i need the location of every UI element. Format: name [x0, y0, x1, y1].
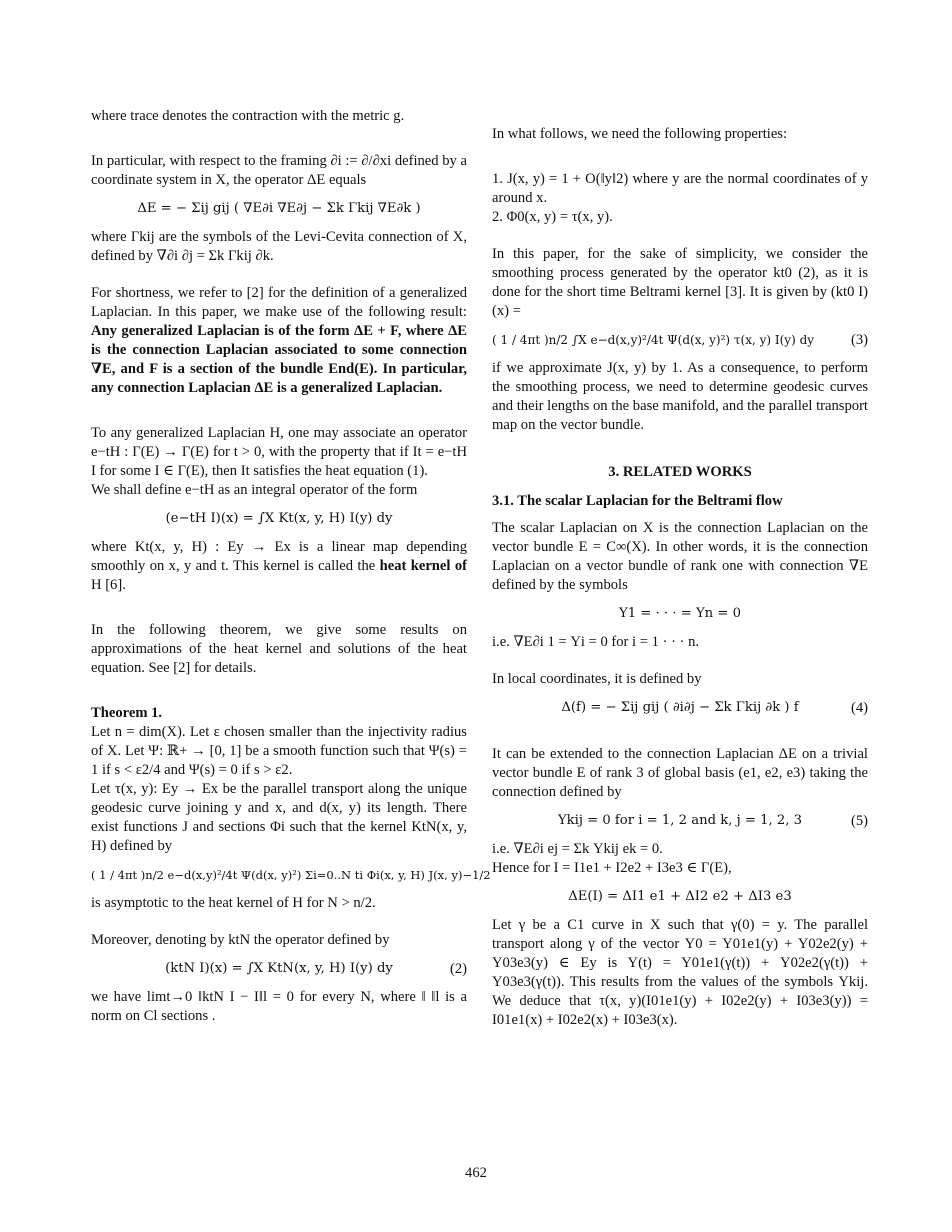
equation-operator: [91, 958, 467, 980]
text: For shortness, we refer to [2] for the definition of a generalized Laplacian. In this paper, we make use of the following result:: [91, 285, 467, 320]
paragraph: is asymptotic to the heat kernel of H for N > n/2.: [91, 895, 376, 911]
equation-integral: (e−tH I)(x) = ∫X Kt(x, y, H) I(y) dy: [165, 511, 393, 526]
paragraph: In local coordinates, it is defined by: [492, 671, 702, 687]
equation-symbols: Υ1 = · · · = Υn = 0: [619, 606, 741, 621]
equation-connection: [492, 810, 868, 832]
paragraph: where trace denotes the contraction with the metric g.: [91, 108, 405, 124]
equation-local: [492, 697, 868, 719]
paragraph: We shall define e−tH as an integral operator of the form: [91, 482, 418, 498]
equation-number: (5): [850, 813, 868, 829]
paragraph: In the following theorem, we give some results on approximations of the heat kernel and solutions of the heat equation. See [2] for details.: [91, 622, 467, 676]
page-number: 462: [465, 1165, 487, 1181]
section-heading: 3. RELATED WORKS: [608, 464, 752, 480]
paragraph: Let τ(x, y): Ey → Ex be the parallel transport along the unique geodesic curve joining y and x, and d(x, y) its length. There exist functions J and sections Φi such that the kernel KtN(x, y, H) defined by: [91, 781, 467, 854]
paragraph: In particular, with respect to the framing ∂i := ∂/∂xi defined by a coordinate system in X, the operator ΔE equals: [91, 153, 467, 188]
paragraph: The scalar Laplacian on X is the connection Laplacian on the vector bundle E = C∞(X). In other words, it is the connection Laplacian on a vector bundle of rank one with connection ∇E defined by the symbols: [492, 520, 868, 593]
paragraph: [91, 284, 467, 398]
paragraph: To any generalized Laplacian H, one may associate an operator e−tH : Γ(E) → Γ(E) for t > 0, with the property that if It = e−tH I for some I ∈ Γ(E), then It satisfies the heat equation (1).: [91, 425, 467, 479]
paragraph: Hence for I = I1e1 + I2e2 + I3e3 ∈ Γ(E),: [492, 860, 732, 876]
equation-laplacian: ΔE = − Σij gij ( ∇E∂i ∇E∂j − Σk Γkij ∇E∂k ): [137, 201, 421, 216]
equation-number: (4): [850, 700, 868, 716]
left-column: [91, 107, 491, 1026]
paragraph: if we approximate J(x, y) by 1. As a consequence, to perform the smoothing process, we need to determine geodesic curves and their lengths on the base manifold, and the parallel transport map on the vector bundle.: [492, 360, 868, 433]
equation-sum: ΔE(I) = ΔI1 e1 + ΔI2 e2 + ΔI3 e3: [568, 889, 792, 904]
paragraph: Let γ be a C1 curve in X such that γ(0) = y. The parallel transport along γ of the vector Y0 = Y01e1(y) + Y02e2(y) + Y03e3(y) ∈ Ey is Y(t) = Y01e1(γ(t)) + Y02e2(γ(t)) + Y03e3(γ(t)). This results from the values of the symbols Υkij. We deduce that τ(x, y)(I01e1(y) + I02e2(y) + I03e3(y)) = I01e1(x) + I02e2(x) + I03e3(x).: [492, 917, 868, 1028]
paragraph: In this paper, for the sake of simplicity, we consider the smoothing process generated by the operator kt0 (2), as it is done for the short time Beltrami kernel [3]. It is given by (kt0 I)(x) =: [492, 246, 868, 319]
paragraph: i.e. ∇E∂i ej = Σk Υkij ek = 0.: [492, 841, 663, 857]
equation-number: (2): [449, 961, 467, 977]
paragraph: Moreover, denoting by ktN the operator defined by: [91, 932, 390, 948]
paragraph: i.e. ∇E∂i 1 = Υi = 0 for i = 1 · · · n.: [492, 634, 700, 650]
heat-kernel-term: heat kernel of: [379, 558, 467, 574]
bold-result: Any generalized Laplacian is of the form ΔE + F, where ΔE is the connection Laplacian associated to some connection ∇E, and F is a section of the bundle End(E). In particular, any connection Laplacian ΔE is a generalized Laplacian.: [91, 323, 467, 396]
equation-text: Υkij = 0 for i = 1, 2 and k, j = 1, 2, 3: [557, 813, 803, 828]
equation-text: Δ(f) = − Σij gij ( ∂i∂j − Σk Γkij ∂k ) f: [561, 700, 799, 715]
subsection-heading: 3.1. The scalar Laplacian for the Beltrami flow: [492, 493, 783, 509]
paragraph: where Γkij are the symbols of the Levi-Cevita connection of X, defined by ∇∂i ∂j = Σk Γkij ∂k.: [91, 229, 467, 264]
list-item: 2. Φ0(x, y) = τ(x, y).: [492, 209, 613, 225]
paragraph: It can be extended to the connection Laplacian ΔE on a trivial vector bundle E of rank 3 of global basis (e1, e2, e3) taking the connection defined by: [492, 746, 868, 800]
equation-number: (3): [850, 332, 868, 348]
list-item: 1. J(x, y) = 1 + O(‖y‖2) where y are the normal coordinates of y around x.: [492, 171, 868, 206]
right-column: [492, 125, 868, 1030]
paragraph: Let n = dim(X). Let ε chosen smaller than the injectivity radius of X. Let Ψ: ℝ+ → [0, 1] be a smooth function such that Ψ(s) = 1 if s < ε2/4 and Ψ(s) = 0 if s > ε2.: [91, 724, 467, 778]
equation-smoothing: [492, 329, 868, 351]
equation-kernel: ( 1 / 4πt )n/2 e−d(x,y)²/4t Ψ(d(x, y)²) Σi=0..N ti Φi(x, y, H) J(x, y)−1/2: [91, 868, 491, 882]
theorem-title: Theorem 1.: [91, 705, 163, 721]
paragraph: In what follows, we need the following properties:: [492, 126, 788, 142]
equation-text: (ktN I)(x) = ∫X KtN(x, y, H) I(y) dy: [165, 961, 393, 976]
paragraph: [91, 538, 467, 595]
paragraph: we have limt→0 ‖ktN I − I‖l = 0 for every N, where ‖ ‖l is a norm on Cl sections .: [91, 989, 467, 1024]
equation-text: ( 1 / 4πt )n/2 ∫X e−d(x,y)²/4t Ψ(d(x, y)²) τ(x, y) I(y) dy: [492, 333, 815, 347]
text: H [6].: [91, 577, 126, 593]
text: where Kt(x, y, H) : Ey → Ex is a linear map depending smoothly on x, y and t. This kernel is called the: [91, 539, 467, 574]
